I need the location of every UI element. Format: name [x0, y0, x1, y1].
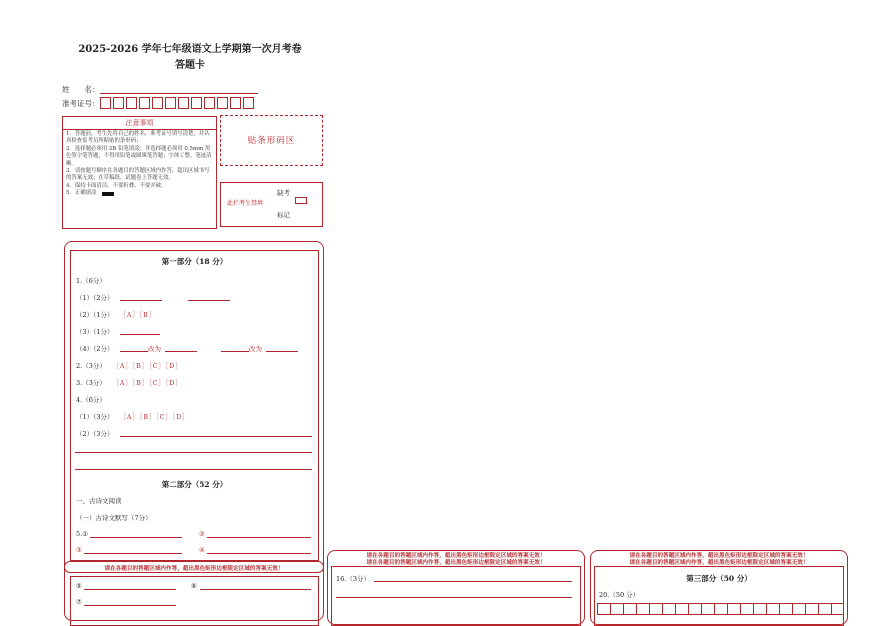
- q4-2-line-2[interactable]: [75, 452, 312, 453]
- q1-4-answer-a1[interactable]: [120, 351, 148, 352]
- filled-example-mark: [102, 192, 114, 196]
- q4-1-options[interactable]: ［A］［B］［C］［D］: [120, 414, 190, 421]
- q1-4-answer-b2[interactable]: [266, 351, 298, 352]
- q1-3-answer[interactable]: [120, 334, 160, 335]
- notice-heading: 注意事项: [63, 117, 216, 130]
- absent-label: 此栏考生禁填: [227, 200, 264, 207]
- q4-label: 4.（6分）: [76, 396, 106, 404]
- part1-title: 第一部分（18 分）: [161, 257, 228, 266]
- q2-label: 2.（3分）: [76, 362, 106, 370]
- q5-c5-label: ⑤: [76, 582, 82, 590]
- barcode-label: 贴条形码区: [247, 136, 296, 146]
- q20-label: 20.（50 分）: [599, 591, 640, 599]
- q5-c2-answer[interactable]: [207, 537, 311, 538]
- q1-1-answer-b[interactable]: [188, 300, 230, 301]
- q3-label: 3.（3分）: [76, 379, 106, 387]
- q1-2-options[interactable]: ［A］［B］: [120, 312, 156, 319]
- q1-2-label: （2）（1分）: [76, 311, 114, 319]
- warning-2b: 请在各题目的答题区域内作答，超出黑色矩形边框限定区域的答案无效！: [366, 560, 546, 566]
- q5-c1-label: 5.①: [76, 530, 89, 538]
- absent-top: 缺考: [277, 189, 290, 197]
- warning-3b: 请在各题目的答题区域内作答，超出黑色矩形边框限定区域的答案无效！: [629, 560, 809, 566]
- q4-1-label: （1）（3分）: [76, 413, 114, 421]
- q5-c5-answer[interactable]: [84, 589, 176, 590]
- absent-bottom: 标记: [277, 211, 290, 219]
- q5-c2-label: ②: [199, 530, 205, 538]
- id-label: 准考证号：: [62, 99, 100, 108]
- q4-2-line-1[interactable]: [120, 436, 312, 437]
- notice-item-5: 5．正确填涂: [66, 190, 97, 197]
- warning-2a: 请在各题目的答题区域内作答，超出黑色矩形边框限定区域的答案无效！: [366, 553, 546, 559]
- gai-wei-1: 改为: [148, 345, 161, 353]
- notice-item-3: 3．请按题号顺序在各题目的答题区域内作答，超出区域书写的答案无效；在草稿纸、试题卷上答题无效。: [66, 168, 210, 182]
- notice-box: [62, 116, 217, 229]
- warning-3a: 请在各题目的答题区域内作答，超出黑色矩形边框限定区域的答案无效！: [629, 553, 809, 559]
- q1-4-answer-a2[interactable]: [165, 351, 197, 352]
- q5-c1-answer[interactable]: [90, 537, 182, 538]
- exam-subtitle: 答题卡: [175, 60, 205, 71]
- q1-label: 1.（6分）: [76, 277, 106, 285]
- q16-line-1[interactable]: [374, 581, 572, 582]
- q5-c6-answer[interactable]: [200, 589, 311, 590]
- q4-2-label: （2）（3分）: [76, 430, 114, 438]
- part2-sub1: 一、古诗文阅读: [76, 497, 122, 505]
- essay-grid[interactable]: [597, 603, 844, 615]
- q5-c3-answer[interactable]: [84, 553, 182, 554]
- absent-box: [220, 182, 323, 227]
- q2-options[interactable]: ［A］［B］［C］［D］: [113, 363, 183, 370]
- q16-label: 16.（3分）: [336, 575, 370, 583]
- q3-options[interactable]: ［A］［B］［C］［D］: [113, 380, 183, 387]
- q1-3-label: （3）（1分）: [76, 328, 114, 336]
- name-line[interactable]: [100, 93, 258, 94]
- q1-4-label: （4）（2分）: [76, 345, 114, 353]
- q4-2-line-3[interactable]: [75, 469, 312, 470]
- q1-1-label: （1）（2分）: [76, 294, 114, 302]
- exam-title: 2025-2026 学年七年级语文上学期第一次月考卷: [78, 44, 302, 55]
- notice-item-4: 4．保持卡面清洁，不要折叠、不要弄破。: [66, 182, 167, 189]
- q16-line-2[interactable]: [336, 597, 572, 598]
- barcode-area: [220, 115, 323, 166]
- gai-wei-2: 改为: [249, 345, 262, 353]
- q1-4-answer-b1[interactable]: [221, 351, 249, 352]
- id-cells[interactable]: [100, 97, 256, 109]
- part2-title: 第二部分（52 分）: [161, 480, 228, 489]
- notice-item-1: 1．答题前，考生先将自己的姓名，准考证号填写清楚，并认真检查监考员所粘贴的条形码；: [66, 131, 210, 145]
- q1-1-answer-a[interactable]: [120, 300, 162, 301]
- notice-item-2: 2．选择题必须用 2B 铅笔填涂；非选择题必须用 0.5mm 黑色签字笔答题，不得用铅笔或圆珠笔答题；字体工整、笔迹清晰。: [66, 145, 212, 167]
- name-label: 姓 名：: [62, 85, 100, 94]
- q5-c3-label: ③: [76, 546, 82, 554]
- absent-mark-box[interactable]: [295, 197, 307, 204]
- part3-title: 第三部分（50 分）: [686, 574, 752, 583]
- q5-c4-label: ④: [199, 546, 205, 554]
- warning-1: 请在各题目的答题区域内作答，超出黑色矩形边框限定区域的答案无效！: [104, 566, 284, 572]
- q5-c4-answer[interactable]: [207, 553, 311, 554]
- part2-sub1-1: （一）古诗文默写（7分）: [76, 514, 152, 522]
- q5-c7-label: ⑦: [76, 598, 82, 606]
- q5-c6-label: ⑥: [191, 582, 197, 590]
- q5-c7-answer[interactable]: [84, 605, 176, 606]
